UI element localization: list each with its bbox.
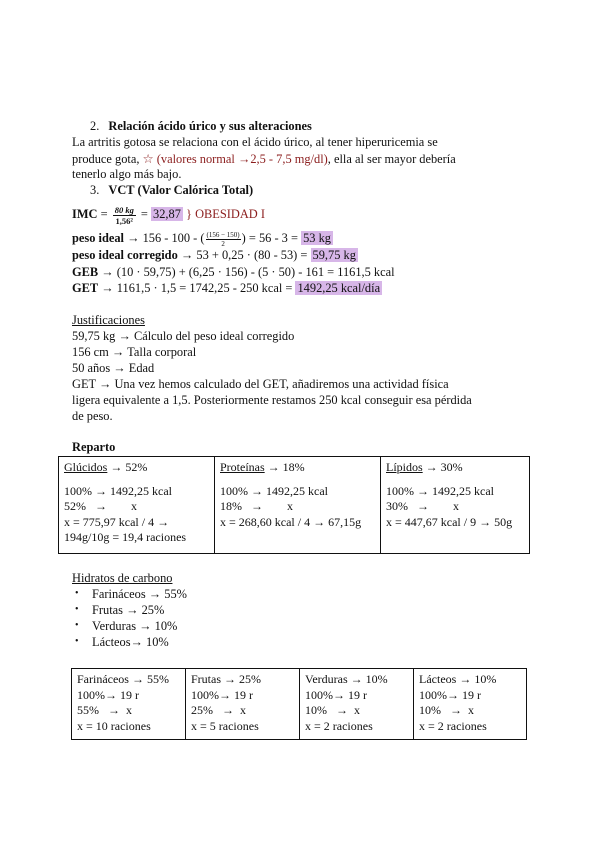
cell-line: 100% → 1492,25 kcal [386,483,494,498]
peso-ideal-value: 53 kg [303,231,331,245]
cell-heading [64,460,209,476]
section-2-paragraph-line-3: tenerlo algo más bajo. [72,167,182,181]
peso-corregido-value: 59,75 kg [312,248,356,262]
cell-heading [220,460,375,476]
peso-ideal-frac-den: 2 [221,239,225,248]
get-expr: → 1161,5 · 1,5 = 1742,25 - 250 kcal = [101,281,293,295]
cell-line: 194g/10g = 19,4 raciones [64,530,187,544]
get-label: GET [72,281,99,295]
peso-corregido-expr: → 53 + 0,25 · (80 - 53) = [180,248,308,262]
hidratos-list [72,586,187,650]
normal-values-note: ☆ (valores normal →2,5 - 7,5 mg/dl) [142,152,328,166]
table-row [59,457,530,554]
cell-line: Lácteos → 10% [419,672,497,686]
justificacion-line: ligera equivalente a 1,5. Posteriormente restamos 250 kcal conseguir esa pérdida [72,393,472,407]
section-3-title: VCT (Valor Calórica Total) [108,183,254,197]
macro-percent: → 52% [107,460,148,474]
section-2-title: Relación ácido úrico y sus alteraciones [108,119,312,133]
justificacion-line: GET → Una vez hemos calculado del GET, añadiremos una actividad física [72,377,449,391]
peso-ideal-expr-a: → 156 - 100 - ( [127,231,205,245]
list-item: • Frutas → 25% [72,602,187,618]
table-cell-frutas [186,669,300,740]
cell-line: 100% → 1492,25 kcal [220,483,328,498]
cell-line: 25% → x [191,703,246,717]
cell-line: 100%→ 19 r [419,687,481,702]
macro-name: Glúcidos [64,460,108,474]
table-cell-lipidos [381,457,530,554]
cell-line: 10% → x [419,703,474,717]
justificacion-line: 156 cm → Talla corporal [72,345,197,359]
cell-line: 10% → x [305,703,360,717]
peso-ideal-expr-b: ) = 56 - 3 = [241,231,298,245]
table-cell-glucidos [59,457,215,554]
reparto-title: Reparto [72,440,116,454]
list-item: • Farináceos → 55% [72,586,187,602]
justificacion-line: 59,75 kg → Cálculo del peso ideal corregido [72,329,295,343]
get-value: 1492,25 kcal/día [297,281,381,295]
table-cell-proteinas [215,457,381,554]
cell-line: x = 2 raciones [419,718,487,733]
cell-line: x = 2 raciones [305,718,373,733]
cell-line: 55% → x [77,703,132,717]
table-row [72,669,527,740]
peso-corregido-label: peso ideal corregido [72,248,178,262]
imc-numerator: 80 kg [114,204,134,215]
section-3-number: 3. [90,183,100,197]
cell-line: 100%→ 19 r [77,687,139,702]
hidratos-title: Hidratos de carbono [72,571,173,585]
cell-line: 18% → x [220,499,293,513]
justificacion-line: de peso. [72,409,113,423]
list-item: • Verduras → 10% [72,618,187,634]
cell-line: 100%→ 19 r [191,687,253,702]
reparto-table [58,456,530,554]
peso-ideal-formula [72,229,333,247]
macro-name: Lípidos [386,460,423,474]
cell-line: x = 268,60 kcal / 4 → 67,15g [220,514,362,529]
macro-name: Proteínas [220,460,265,474]
imc-label: IMC [72,207,98,221]
imc-classification: } OBESIDAD I [186,207,265,221]
para-text: , ella al ser mayor debería [327,152,456,166]
cell-line: 30% → x [386,499,459,513]
geb-expr: → (10 · 59,75) + (6,25 · 156) - (5 · 50) - 161 = 1161,5 kcal [101,265,395,279]
peso-corregido-formula [72,248,358,263]
cell-line: Frutas → 25% [191,672,261,686]
imc-denominator: 1,56² [115,215,133,226]
geb-formula [72,265,395,280]
cell-line: x = 5 raciones [191,718,259,733]
cell-line: x = 447,67 kcal / 9 → 50g [386,514,513,529]
peso-ideal-fraction [206,231,241,248]
get-formula [72,281,382,296]
macro-percent: → 30% [422,460,463,474]
hidratos-table [71,668,527,740]
imc-equals: = [100,207,108,221]
geb-label: GEB [72,265,99,279]
cell-line: Farináceos → 55% [77,672,169,686]
table-cell-farinaceos [72,669,186,740]
justificaciones-title: Justificaciones [72,313,145,327]
peso-ideal-label: peso ideal [72,231,124,245]
section-3-heading [90,183,253,198]
imc-fraction [113,205,136,226]
cell-line: x = 775,97 kcal / 4 → [64,514,170,529]
table-cell-lacteos [414,669,527,740]
cell-line: 100%→ 19 r [305,687,367,702]
section-2-paragraph-line-1: La artritis gotosa se relaciona con el ácido úrico, al tener hiperuricemia se [72,135,438,149]
peso-ideal-frac-num: (156 − 150) [206,230,240,239]
cell-line: x = 10 raciones [77,718,151,733]
justificacion-line: 50 años → Edad [72,361,155,375]
section-2-heading [90,119,312,134]
para-text: produce gota, [72,152,143,166]
list-item: • Lácteos→ 10% [72,634,187,650]
imc-equals-2: = [140,207,148,221]
cell-line: 100% → 1492,25 kcal [64,483,172,498]
section-2-number: 2. [90,119,100,133]
cell-line: Verduras → 10% [305,672,388,686]
imc-formula [72,200,265,228]
table-cell-verduras [300,669,414,740]
macro-percent: → 18% [264,460,305,474]
section-2-paragraph-line-2 [72,151,456,167]
cell-heading [386,460,524,476]
imc-value: 32,87 [153,207,181,221]
cell-line: 52% → x [64,499,137,513]
